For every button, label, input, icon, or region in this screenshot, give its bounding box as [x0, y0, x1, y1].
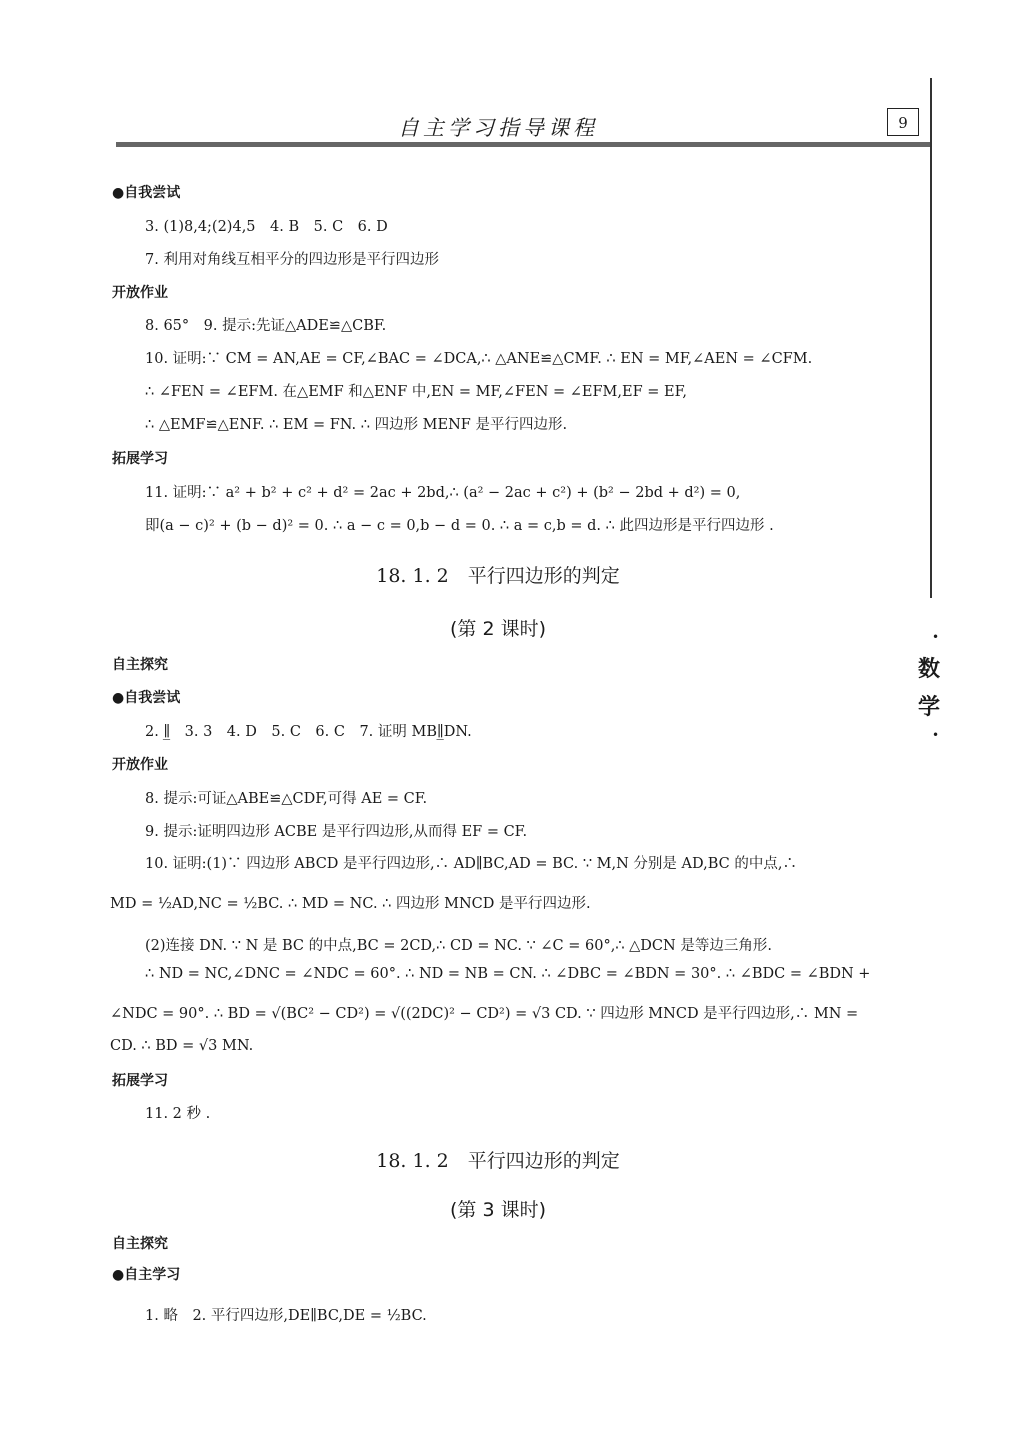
answer-line: 11. 2 秒 .	[145, 1106, 211, 1122]
header-rule	[116, 142, 930, 147]
section-heading-self-try: ●自我尝试	[112, 185, 181, 201]
section-heading-explore: 自主探究	[112, 1236, 168, 1252]
side-dot-bottom: •	[932, 728, 940, 742]
answer-line: 9. 提示:证明四边形 ACBE 是平行四边形,从而得 EF = CF.	[145, 824, 528, 840]
side-dot-top: •	[932, 630, 940, 644]
answer-line: 8. 65° 9. 提示:先证△ADE≌△CBF.	[145, 318, 387, 334]
answer-line: 10. 证明:(1)∵ 四边形 ABCD 是平行四边形,∴ AD∥BC,AD = BC. ∵ M,N 分别是 AD,BC 的中点,∴	[145, 856, 797, 872]
page-number: 9	[887, 108, 919, 136]
answer-line: ∴ △EMF≌△ENF. ∴ EM = FN. ∴ 四边形 MENF 是平行四边形.	[145, 417, 568, 433]
answer-line: 10. 证明:∵ CM = AN,AE = CF,∠BAC = ∠DCA,∴ △ANE≌△CMF. ∴ EN = MF,∠AEN = ∠CFM.	[145, 351, 813, 367]
answer-line: 1. 略 2. 平行四边形,DE∥BC,DE = ½BC.	[145, 1308, 427, 1324]
answer-line: 2. ∥̲ 3. 3 4. D 5. C 6. C 7. 证明 MB∥̲DN.	[145, 724, 472, 740]
section-heading-extension: 拓展学习	[112, 451, 168, 467]
section-heading-self-try: ●自我尝试	[112, 690, 181, 706]
lesson-title: 18. 1. 2 平行四边形的判定	[376, 1150, 620, 1172]
section-heading-open-work: 开放作业	[112, 757, 168, 773]
answer-line: CD. ∴ BD = √3 MN.	[110, 1038, 254, 1054]
answer-line: MD = ½AD,NC = ½BC. ∴ MD = NC. ∴ 四边形 MNCD 是平行四边形.	[110, 896, 591, 912]
answer-line: (2)连接 DN. ∵ N 是 BC 的中点,BC = 2CD,∴ CD = NC. ∵ ∠C = 60°,∴ △DCN 是等边三角形.	[145, 938, 772, 954]
lesson-subtitle: (第 3 课时)	[450, 1199, 546, 1221]
section-heading-extension: 拓展学习	[112, 1073, 168, 1089]
answer-line: 11. 证明:∵ a² + b² + c² + d² = 2ac + 2bd,∴ (a² − 2ac + c²) + (b² − 2bd + d²) = 0,	[145, 485, 741, 501]
side-label-shu: 数	[918, 656, 941, 682]
margin-rule	[930, 78, 932, 598]
answer-line: 7. 利用对角线互相平分的四边形是平行四边形	[145, 252, 439, 268]
lesson-subtitle: (第 2 课时)	[450, 618, 546, 640]
answer-line: 3. (1)8,4;(2)4,5 4. B 5. C 6. D	[145, 219, 388, 235]
running-header-title: 自主学习指导课程	[398, 116, 598, 140]
side-label-xue: 学	[918, 694, 941, 720]
answer-line: ∴ ∠FEN = ∠EFM. 在△EMF 和△ENF 中,EN = MF,∠FEN = ∠EFM,EF = EF,	[145, 384, 688, 400]
answer-line: 8. 提示:可证△ABE≌△CDF,可得 AE = CF.	[145, 791, 428, 807]
section-heading-explore: 自主探究	[112, 657, 168, 673]
section-heading-self-study: ●自主学习	[112, 1267, 181, 1283]
answer-line: ∴ ND = NC,∠DNC = ∠NDC = 60°. ∴ ND = NB = CN. ∴ ∠DBC = ∠BDN = 30°. ∴ ∠BDC = ∠BDN +	[145, 966, 871, 982]
answer-line: 即(a − c)² + (b − d)² = 0. ∴ a − c = 0,b − d = 0. ∴ a = c,b = d. ∴ 此四边形是平行四边形 .	[145, 518, 774, 534]
section-heading-open-work: 开放作业	[112, 285, 168, 301]
answer-line: ∠NDC = 90°. ∴ BD = √(BC² − CD²) = √((2DC)² − CD²) = √3 CD. ∵ 四边形 MNCD 是平行四边形,∴ MN =	[110, 1006, 859, 1022]
lesson-title: 18. 1. 2 平行四边形的判定	[376, 565, 620, 587]
